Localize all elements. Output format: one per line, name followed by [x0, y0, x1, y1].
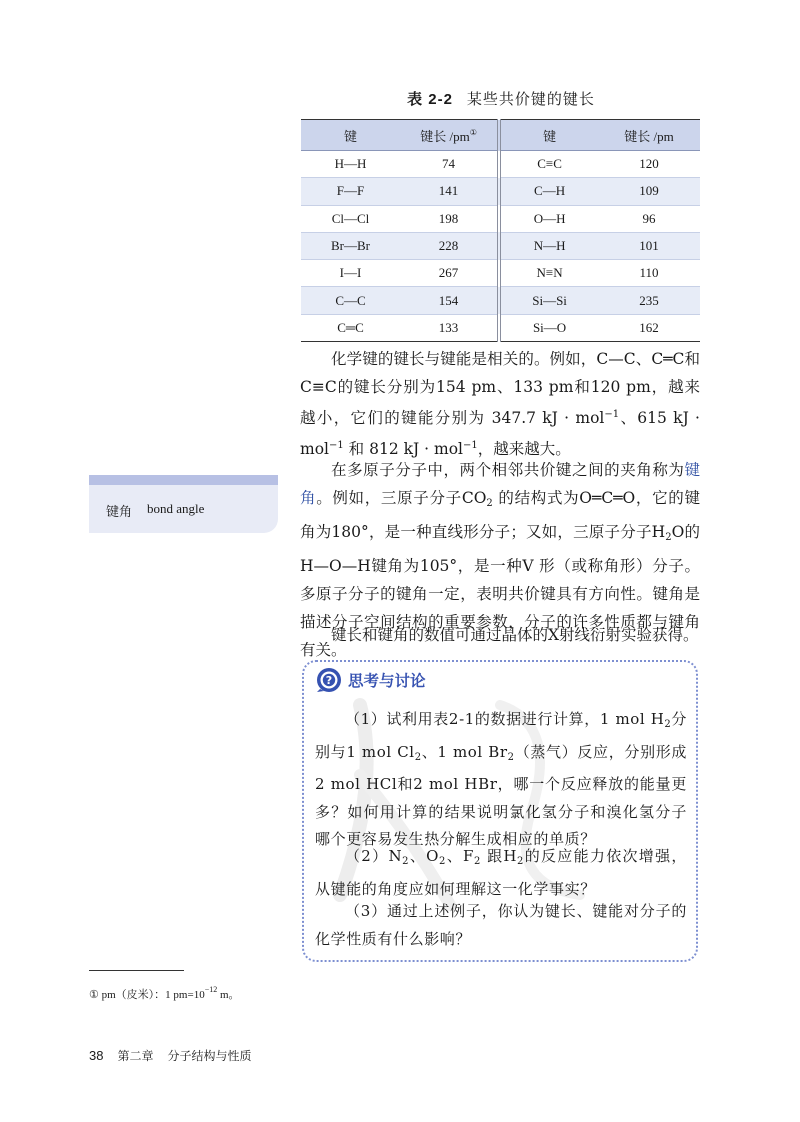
bond-cell: O—H — [499, 205, 598, 232]
bond-cell: C—H — [499, 178, 598, 205]
footnote-marker: ① — [469, 127, 477, 137]
length-cell: 267 — [400, 260, 499, 287]
bond-cell: Si—O — [499, 314, 598, 341]
table-row — [301, 151, 700, 178]
header-length-1: 键长 /pm① — [400, 120, 499, 151]
chapter-label: 第二章 — [117, 1049, 154, 1063]
length-cell: 162 — [598, 314, 700, 341]
page-footer — [89, 1047, 252, 1064]
length-cell: 101 — [598, 232, 700, 259]
discussion-title: 思考与讨论 — [348, 673, 426, 690]
margin-note — [89, 475, 278, 533]
length-cell: 96 — [598, 205, 700, 232]
length-cell: 109 — [598, 178, 700, 205]
paragraph-bond-angle: 在多原子分子中，两个相邻共价键之间的夹角称为键角。例如，三原子分子$CO_2$ 的结构式为O═C═O，它的键角为180°，是一种直线形分子；又如，三原子分子$H_2O$的H—O—H键角为105°，是一种V 形（或称角形）分子。多原子分子的键角一定，表明共价键具有方向性。键角是描述分子空间结构的重要参数，分子的许多性质都与键角有关。 — [300, 461, 700, 659]
bond-cell: Cl—Cl — [301, 205, 400, 232]
bond-cell: Si—Si — [499, 287, 598, 314]
footnote-divider — [89, 970, 184, 971]
length-cell: 154 — [400, 287, 499, 314]
bond-cell: C—C — [301, 287, 400, 314]
discussion-header — [316, 667, 426, 693]
table-caption — [302, 88, 700, 109]
page-number: 38 — [89, 1048, 104, 1063]
paragraph-bond-length-energy: 化学键的键长与键能是相关的。例如，C—C、C═C和C≡C的键长分别为154 pm、133 pm和120 pm，越来越小，它们的键能分别为 347.7 kJ · mol$^{-1}$、615 kJ · mol$^{-1}$ 和 812 kJ · mol$^{-1}$，越来越大。 — [300, 350, 700, 458]
table-number: 表 2-2 — [407, 91, 453, 108]
length-cell: 133 — [400, 314, 499, 341]
bond-cell: N—H — [499, 232, 598, 259]
table-row — [301, 260, 700, 287]
header-bond-2: 键 — [499, 120, 598, 151]
length-cell: 198 — [400, 205, 499, 232]
margin-note-english: bond angle — [147, 501, 205, 516]
length-cell: 228 — [400, 232, 499, 259]
length-cell: 120 — [598, 151, 700, 178]
bond-cell: I—I — [301, 260, 400, 287]
table-row — [301, 178, 700, 205]
table-row — [301, 314, 700, 341]
margin-note-term: 键角 — [106, 505, 133, 520]
table-row — [301, 232, 700, 259]
table-header-row — [301, 120, 700, 151]
length-cell: 141 — [400, 178, 499, 205]
discussion-question-3: （3）通过上述例子，你认为键长、键能对分子的化学性质有什么影响？ — [315, 902, 687, 948]
discussion-icon — [316, 667, 342, 693]
chapter-title: 分子结构与性质 — [167, 1049, 252, 1063]
bond-cell: N≡N — [499, 260, 598, 287]
header-length-2: 键长 /pm — [598, 120, 700, 151]
bond-cell: Br—Br — [301, 232, 400, 259]
svg-text:?: ? — [325, 674, 333, 688]
length-cell: 74 — [400, 151, 499, 178]
bond-cell: C≡C — [499, 151, 598, 178]
bond-cell: H—H — [301, 151, 400, 178]
bond-cell: F—F — [301, 178, 400, 205]
table-row — [301, 287, 700, 314]
discussion-question-1: （1）试利用表2-1的数据进行计算，1 mol $H_2$分别与1 mol $Cl_2$、1 mol $Br_2$（蒸气）反应，分别形成2 mol HCl和2 mol HBr，哪一个反应释放的能量更多？如何用计算的结果说明氯化氢分子和溴化氢分子哪个更容易发生热分解生成相应的单质？ — [315, 710, 688, 848]
table-title: 某些共价键的键长 — [466, 90, 595, 108]
bond-length-table — [301, 119, 700, 342]
term-bond-angle: 键角 — [300, 461, 700, 507]
table-row — [301, 205, 700, 232]
bond-cell: C═C — [301, 314, 400, 341]
header-bond-1: 键 — [301, 120, 400, 151]
paragraph-xray: 键长和键角的数值可通过晶体的X射线衍射实验获得。 — [331, 626, 699, 644]
length-cell: 235 — [598, 287, 700, 314]
discussion-question-2: $(2)N_2$、$O_2$、$F_2$ 跟$H_2$的反应能力依次增强，从键能的角度应如何理解这一化学事实？ — [315, 847, 687, 898]
length-cell: 110 — [598, 260, 700, 287]
footnote: ① pm（皮米）：1 $pm=10^{-12}$ m。 — [89, 985, 240, 1001]
